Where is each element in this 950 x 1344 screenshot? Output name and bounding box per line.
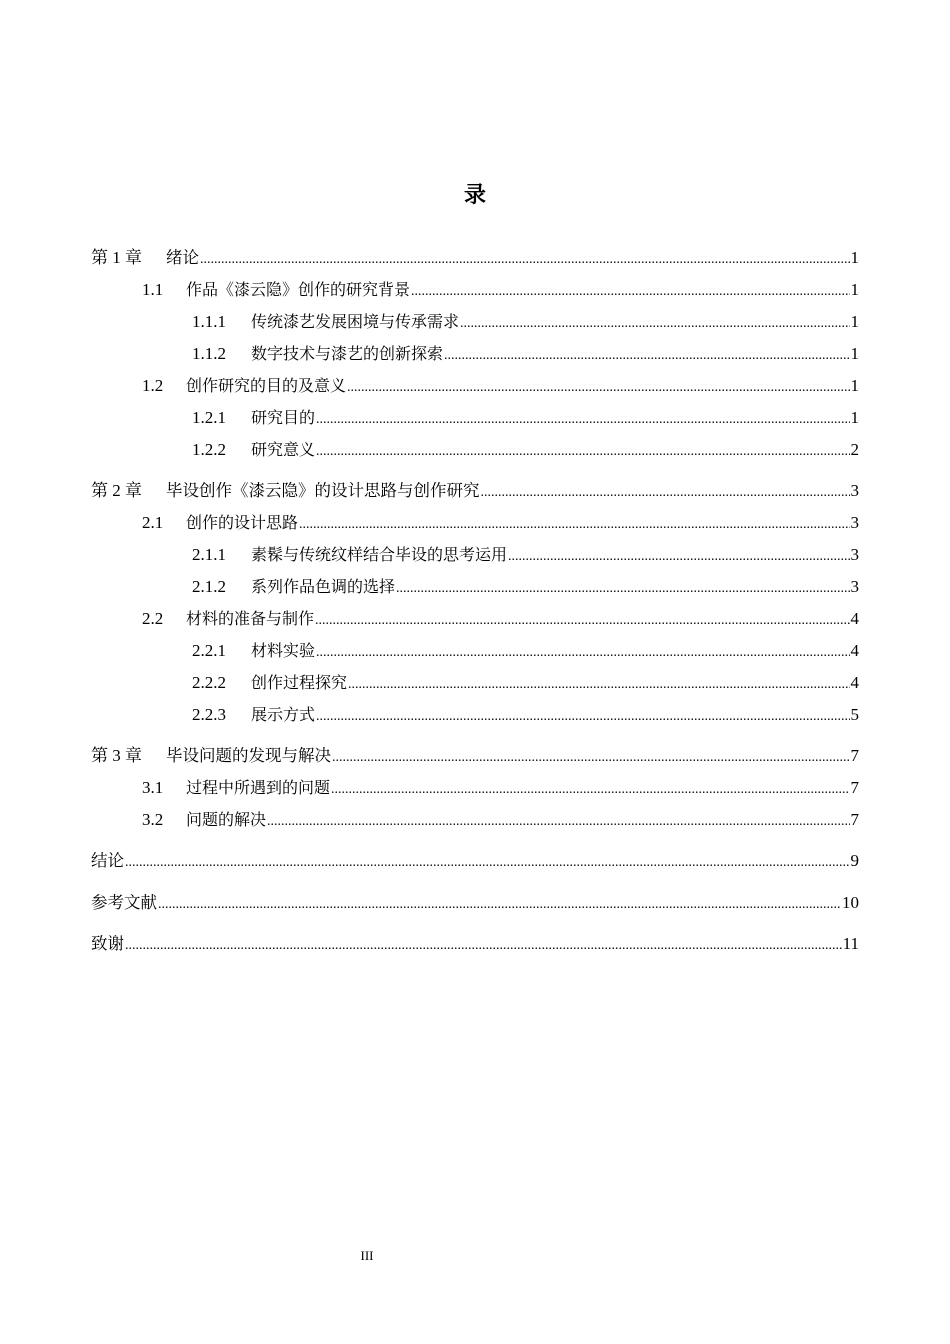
toc-entry-label: 问题的解决 bbox=[186, 810, 267, 829]
toc-entry-page: 7 bbox=[850, 746, 859, 765]
toc-entry-label: 参考文献 bbox=[91, 893, 157, 912]
toc-entry-page: 1 bbox=[850, 408, 859, 427]
dot-leader bbox=[347, 374, 849, 398]
toc-entry-page: 1 bbox=[850, 280, 859, 299]
dot-leader bbox=[332, 744, 850, 768]
toc-entry-page: 1 bbox=[850, 376, 859, 395]
toc-entry-number: 2.2 bbox=[142, 609, 164, 628]
toc-entry-page: 3 bbox=[850, 577, 859, 596]
toc-entry-number: 第 1 章 bbox=[91, 248, 142, 267]
toc-entry-chapter-3[interactable] bbox=[91, 744, 859, 768]
dot-leader bbox=[331, 776, 849, 800]
toc-entry-label: 结论 bbox=[91, 851, 124, 870]
toc-entry-label: 材料的准备与制作 bbox=[186, 609, 315, 628]
toc-entry-3-1[interactable] bbox=[91, 776, 859, 800]
toc-entry-number: 第 3 章 bbox=[91, 746, 142, 765]
toc-entry-1-1-2[interactable] bbox=[91, 342, 859, 366]
dot-leader bbox=[316, 438, 849, 462]
toc-entry-page: 1 bbox=[850, 312, 859, 331]
dot-leader bbox=[508, 543, 849, 567]
toc-entry-page: 7 bbox=[850, 778, 859, 797]
toc-entry-page: 4 bbox=[850, 609, 859, 628]
dot-leader bbox=[125, 849, 850, 873]
dot-leader bbox=[460, 310, 849, 334]
toc-entry-number: 1.2.2 bbox=[192, 440, 226, 459]
toc-entry-2-1-1[interactable] bbox=[91, 543, 859, 567]
toc-entry-label: 毕设创作《漆云隐》的设计思路与创作研究 bbox=[166, 481, 480, 500]
toc-entry-chapter-2[interactable] bbox=[91, 479, 859, 503]
toc-entry-number: 3.1 bbox=[142, 778, 164, 797]
toc-entry-label: 创作研究的目的及意义 bbox=[186, 376, 347, 395]
toc-entry-number: 2.2.1 bbox=[192, 641, 226, 660]
toc-entry-2-1[interactable] bbox=[91, 511, 859, 535]
toc-entry-label: 过程中所遇到的问题 bbox=[186, 778, 331, 797]
toc-entry-2-2-3[interactable] bbox=[91, 703, 859, 727]
dot-leader bbox=[299, 511, 849, 535]
toc-entry-label: 研究目的 bbox=[251, 408, 316, 427]
toc-entry-1-1-1[interactable] bbox=[91, 310, 859, 334]
toc-entry-page: 9 bbox=[850, 851, 859, 870]
dot-leader bbox=[444, 342, 849, 366]
toc-entry-number: 2.2.3 bbox=[192, 705, 226, 724]
toc-entry-page: 4 bbox=[850, 673, 859, 692]
toc-entry-label: 绪论 bbox=[166, 248, 199, 267]
toc-entry-label: 数字技术与漆艺的创新探索 bbox=[251, 344, 444, 363]
toc-entry-references[interactable] bbox=[91, 891, 859, 915]
toc-entry-number: 1.1.2 bbox=[192, 344, 226, 363]
toc-entry-1-2-1[interactable] bbox=[91, 406, 859, 430]
toc-entry-label: 毕设问题的发现与解决 bbox=[166, 746, 331, 765]
toc-entry-number: 1.2.1 bbox=[192, 408, 226, 427]
page-title: 录 bbox=[463, 183, 486, 208]
toc-entry-page: 5 bbox=[850, 705, 859, 724]
toc-entry-page: 3 bbox=[850, 545, 859, 564]
toc-entry-number: 2.1.1 bbox=[192, 545, 226, 564]
toc-entry-number: 1.1.1 bbox=[192, 312, 226, 331]
toc-entry-acknowledgements[interactable] bbox=[91, 932, 859, 956]
page-number-footer: III bbox=[360, 1248, 374, 1263]
toc-entry-1-2[interactable] bbox=[91, 374, 859, 398]
toc-entry-page: 1 bbox=[850, 344, 859, 363]
toc-entry-1-2-2[interactable] bbox=[91, 438, 859, 462]
toc-entry-2-1-2[interactable] bbox=[91, 575, 859, 599]
toc-entry-label: 作品《漆云隐》创作的研究背景 bbox=[186, 280, 411, 299]
toc-entry-page: 3 bbox=[850, 481, 859, 500]
dot-leader bbox=[316, 703, 849, 727]
toc-entry-label: 创作过程探究 bbox=[251, 673, 348, 692]
dot-leader bbox=[316, 639, 849, 663]
dot-leader bbox=[348, 671, 849, 695]
toc-entry-page: 2 bbox=[850, 440, 859, 459]
toc-entry-page: 10 bbox=[842, 893, 859, 912]
toc-entry-1-1[interactable] bbox=[91, 278, 859, 302]
toc-entry-number: 1.2 bbox=[142, 376, 164, 395]
toc-entry-page: 4 bbox=[850, 641, 859, 660]
toc-entry-3-2[interactable] bbox=[91, 808, 859, 832]
toc-entry-page: 11 bbox=[842, 934, 859, 953]
toc-entry-number: 第 2 章 bbox=[91, 481, 142, 500]
toc-entry-page: 7 bbox=[850, 810, 859, 829]
toc-entry-number: 1.1 bbox=[142, 280, 164, 299]
toc-entry-label: 传统漆艺发展困境与传承需求 bbox=[251, 312, 460, 331]
dot-leader bbox=[125, 932, 842, 956]
toc-entry-2-2-1[interactable] bbox=[91, 639, 859, 663]
toc-entry-label: 研究意义 bbox=[251, 440, 316, 459]
toc-entry-2-2-2[interactable] bbox=[91, 671, 859, 695]
toc-entry-label: 系列作品色调的选择 bbox=[251, 577, 396, 596]
toc-entry-chapter-1[interactable] bbox=[91, 246, 859, 270]
toc-entry-number: 2.1 bbox=[142, 513, 164, 532]
toc-entry-label: 展示方式 bbox=[251, 705, 316, 724]
dot-leader bbox=[411, 278, 849, 302]
toc-entry-conclusion[interactable] bbox=[91, 849, 859, 873]
toc-entry-page: 3 bbox=[850, 513, 859, 532]
dot-leader bbox=[316, 406, 849, 430]
toc-entry-label: 材料实验 bbox=[251, 641, 316, 660]
toc-entry-number: 2.1.2 bbox=[192, 577, 226, 596]
dot-leader bbox=[315, 607, 849, 631]
dot-leader bbox=[200, 246, 850, 270]
toc-entry-2-2[interactable] bbox=[91, 607, 859, 631]
dot-leader bbox=[396, 575, 849, 599]
toc-entry-label: 素髹与传统纹样结合毕设的思考运用 bbox=[251, 545, 508, 564]
dot-leader bbox=[267, 808, 849, 832]
toc-entry-number: 3.2 bbox=[142, 810, 164, 829]
dot-leader bbox=[158, 891, 841, 915]
toc-entry-page: 1 bbox=[850, 248, 859, 267]
dot-leader bbox=[481, 479, 850, 503]
toc-entry-label: 致谢 bbox=[91, 934, 124, 953]
toc-entry-label: 创作的设计思路 bbox=[186, 513, 299, 532]
toc-entry-number: 2.2.2 bbox=[192, 673, 226, 692]
